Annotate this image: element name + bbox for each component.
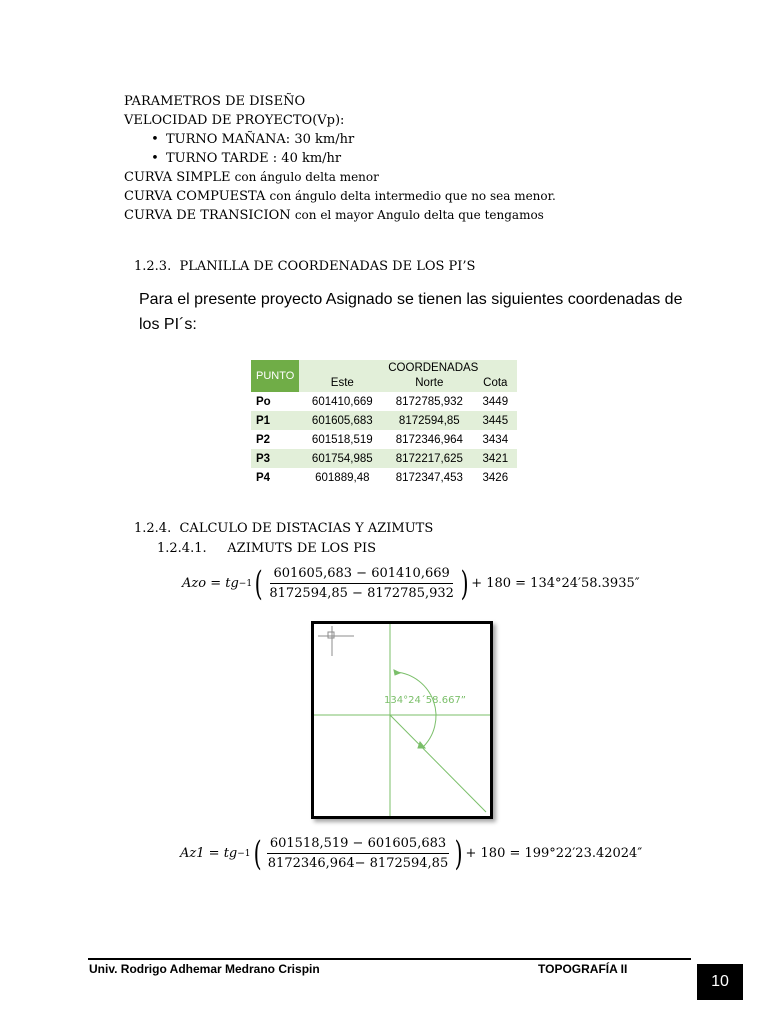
shift-item-afternoon <box>124 149 556 168</box>
left-paren-icon: ( <box>254 563 263 604</box>
section-title: PLANILLA DE COORDENADAS DE LOS PI’S <box>179 259 476 274</box>
formula-numerator: 601605,683 − 601410,669 <box>270 566 452 584</box>
angle-arc <box>396 672 436 748</box>
curve-item-compound <box>124 187 556 206</box>
cell-norte: 8172217,625 <box>395 452 463 465</box>
curve-item-simple <box>124 168 556 187</box>
cell-punto: P3 <box>256 452 271 465</box>
formula-exp: −1 <box>237 848 251 859</box>
header-este: Este <box>330 377 354 389</box>
formula-rhs: + 180 = 199°22′23.42024″ <box>465 846 643 861</box>
cell-cota: 3434 <box>482 433 509 446</box>
section-heading-123 <box>134 259 475 274</box>
cell-este: 601754,985 <box>311 452 373 465</box>
crosshair-icon <box>318 626 354 656</box>
cell-punto: Po <box>256 395 271 408</box>
table-row <box>251 411 517 430</box>
cell-norte: 8172594,85 <box>398 414 460 427</box>
subsection-number: 1.2.4.1. <box>157 541 207 556</box>
azimuth-sketch <box>314 624 490 816</box>
footer-rule <box>88 958 691 960</box>
curve-desc: con ángulo delta menor <box>234 170 379 184</box>
arc-arrow-end-icon <box>418 742 425 748</box>
subsection-title: AZIMUTS DE LOS PIS <box>227 541 376 556</box>
arc-arrow-start-icon <box>394 670 400 675</box>
bullet-icon: • <box>151 151 159 166</box>
formula-lhs: Azo <box>182 576 207 591</box>
header-cota: Cota <box>483 377 508 389</box>
shift-label: TURNO MAÑANA: <box>166 132 291 147</box>
formula-lhs: Az1 <box>180 846 205 861</box>
cell-norte: 8172785,932 <box>395 395 463 408</box>
header-group: COORDENADAS <box>388 362 479 374</box>
curve-label: CURVA DE TRANSICION <box>124 208 291 223</box>
cell-este: 601518,519 <box>311 433 373 446</box>
azimuth-lines <box>314 624 490 816</box>
shift-item-morning <box>124 130 556 149</box>
section-title: CALCULO DE DISTACIAS Y AZIMUTS <box>179 521 434 536</box>
bullet-icon: • <box>151 132 159 147</box>
formula-fn: tg <box>223 846 238 861</box>
curve-label: CURVA COMPUESTA <box>124 189 266 204</box>
crosshair-box-icon <box>328 632 334 638</box>
curve-label: CURVA SIMPLE <box>124 170 231 185</box>
curve-desc: con el mayor Angulo delta que tengamos <box>294 208 544 222</box>
cell-punto: P2 <box>256 433 271 446</box>
angle-label: 134°24´58.667” <box>384 695 466 706</box>
formula-denominator: 8172594,85 − 8172785,932 <box>269 586 454 601</box>
formula-fraction <box>266 566 457 601</box>
cell-este: 601605,683 <box>311 414 373 427</box>
coordinates-table <box>251 360 517 487</box>
intro-paragraph: Para el presente proyecto Asignado se tienen las siguientes coordenadas de los PI´s: <box>139 291 683 333</box>
section-number: 1.2.4. <box>134 521 172 536</box>
header-punto: PUNTO <box>251 360 299 392</box>
cell-punto: P1 <box>256 414 271 427</box>
speed-title: VELOCIDAD DE PROYECTO(Vp): <box>124 113 345 128</box>
table-row <box>251 449 517 468</box>
cell-cota: 3426 <box>482 471 509 484</box>
formula-fn: tg <box>225 576 239 591</box>
footer-author: Univ. Rodrigo Adhemar Medrano Crispin <box>89 962 320 976</box>
formula-az1: Az1 = tg −1 ( $\frac{601518,519 - 601605,683}{8172346,964- 8172594,85}$ ) + 180 = 199°22′23.42024″ <box>180 833 643 874</box>
formula-rhs: + 180 = 134°24′58.3935″ <box>471 576 640 591</box>
table-row <box>251 392 517 411</box>
table-row <box>251 430 517 449</box>
footer-course: TOPOGRAFÍA II <box>538 962 628 976</box>
cell-cota: 3421 <box>482 452 509 465</box>
cell-norte: 8172347,453 <box>395 471 463 484</box>
header-coordenadas <box>299 360 517 392</box>
design-params-title: PARAMETROS DE DISEÑO <box>124 94 306 109</box>
formula-numerator: 601518,519 − 601605,683 <box>267 836 449 854</box>
subsection-heading-1241 <box>157 541 376 556</box>
formula-azo: Azo = tg −1 ( $\frac{601605,683 - 601410,669}{8172594,85 - 8172785,932}$ ) + 180 = 134°24′58.3935″ <box>182 563 640 604</box>
cell-cota: 3445 <box>482 414 509 427</box>
cell-punto: P4 <box>256 471 271 484</box>
header-norte: Norte <box>415 377 444 389</box>
left-paren-icon: ( <box>253 833 262 874</box>
right-paren-icon: ) <box>454 833 463 874</box>
page-number: 10 <box>697 964 743 1000</box>
shift-value: 30 km/hr <box>294 132 355 147</box>
cell-cota: 3449 <box>482 395 509 408</box>
section-heading-124 <box>134 521 433 536</box>
design-params <box>124 92 556 225</box>
curve-item-transition <box>124 206 556 225</box>
cell-norte: 8172346,964 <box>395 433 463 446</box>
formula-fraction <box>265 836 451 871</box>
cell-este: 601889,48 <box>315 471 370 484</box>
azimuth-figure <box>311 621 493 819</box>
formula-denominator: 8172346,964− 8172594,85 <box>267 856 449 871</box>
table-row <box>251 468 517 487</box>
shift-label: TURNO TARDE : <box>166 151 278 166</box>
cell-este: 601410,669 <box>311 395 373 408</box>
section-number: 1.2.3. <box>134 259 172 274</box>
curve-desc: con ángulo delta intermedio que no sea menor. <box>269 189 556 203</box>
formula-exp: −1 <box>238 578 253 589</box>
azimuth-line <box>390 715 486 812</box>
shift-value: 40 km/hr <box>281 151 342 166</box>
right-paren-icon: ) <box>460 563 469 604</box>
